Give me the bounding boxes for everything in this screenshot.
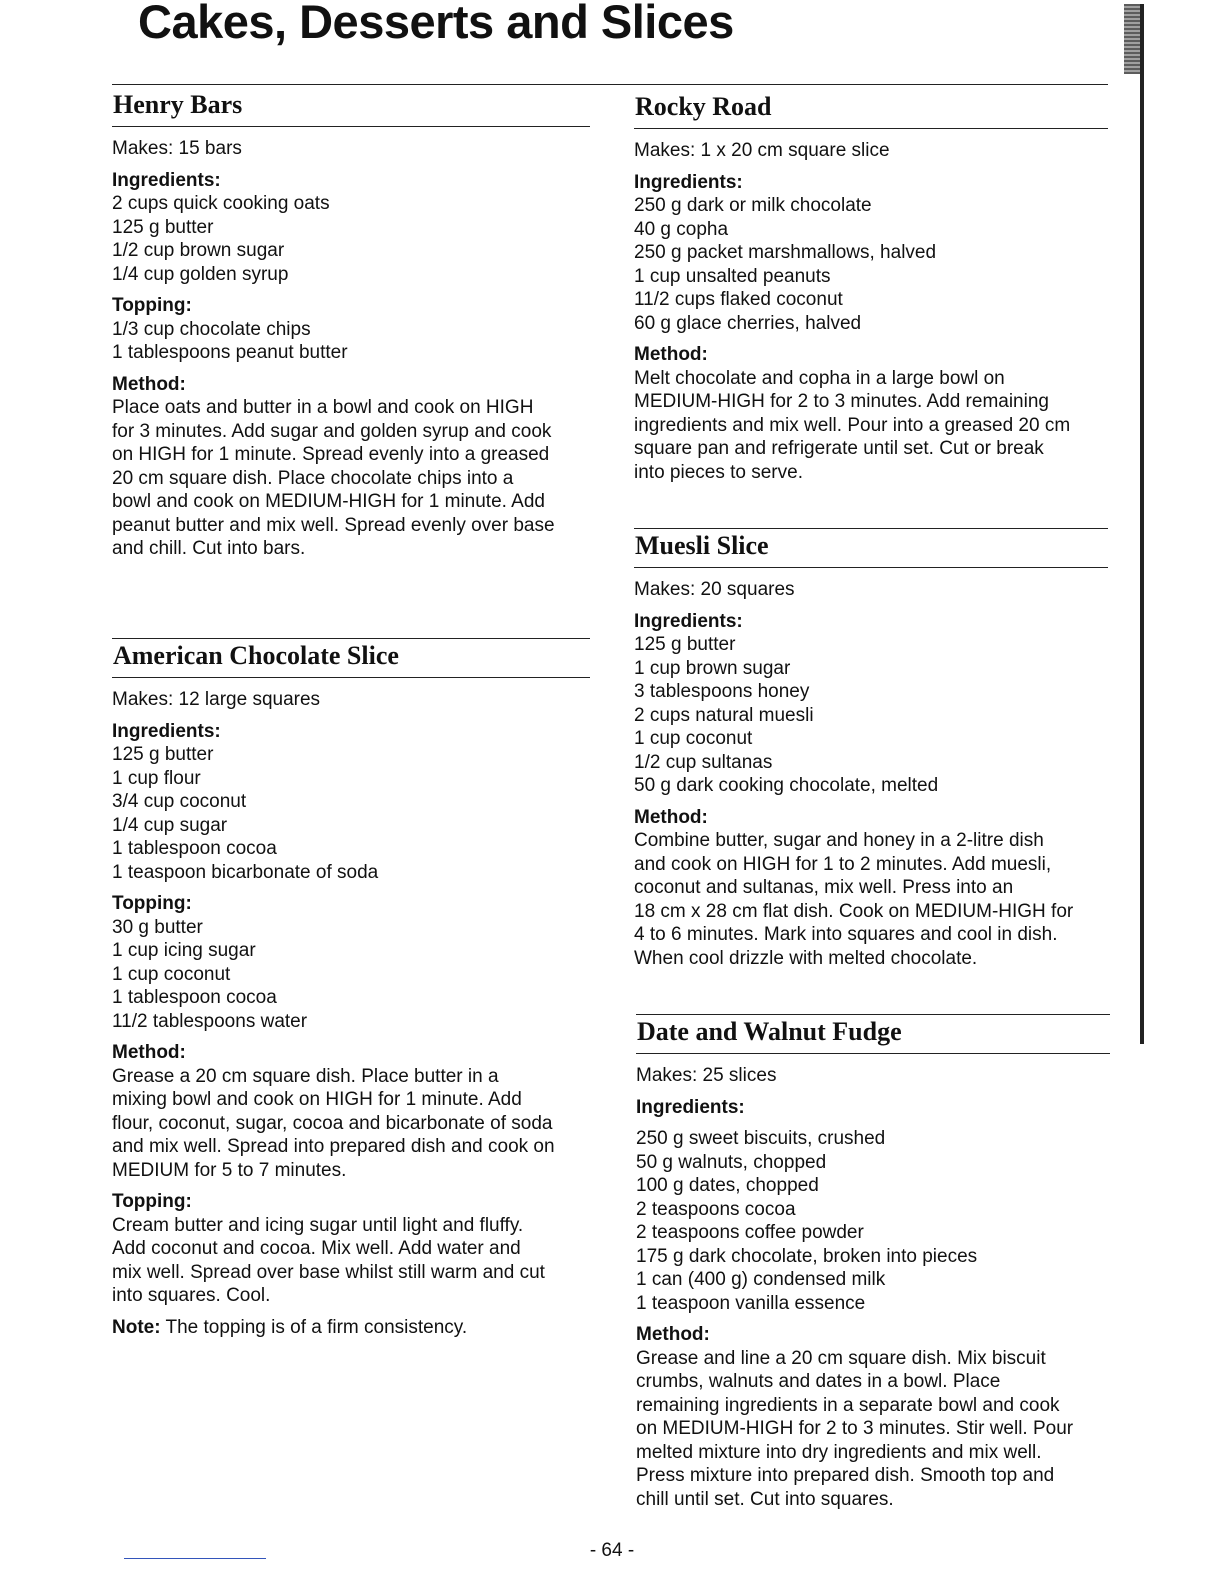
list-item: 1 tablespoon cocoa — [112, 838, 277, 859]
method-line: Grease and line a 20 cm square dish. Mix biscuit — [636, 1347, 1046, 1369]
ingredients-heading: Ingredients: — [636, 1096, 745, 1118]
method-heading: Method: — [634, 806, 708, 828]
recipe-henry-bars — [112, 88, 590, 561]
list-item: 1 teaspoon vanilla essence — [636, 1292, 866, 1314]
method-text — [634, 829, 1108, 970]
method-line: 20 cm square dish. Place chocolate chips into a — [112, 467, 514, 489]
method-heading: Method: — [112, 373, 186, 395]
method-line: Grease a 20 cm square dish. Place butter in a — [112, 1065, 499, 1087]
ingredients-heading: Ingredients: — [112, 720, 221, 742]
recipe-rocky-road — [634, 88, 1108, 484]
list-item: 1/2 cup sultanas — [634, 751, 773, 773]
ingredient-list — [634, 194, 1108, 335]
method-line: melted mixture into dry ingredients and mix well. — [636, 1441, 1042, 1463]
method-text — [634, 367, 1108, 485]
list-item: 1 cup unsalted peanuts — [634, 265, 831, 287]
method-line: chill until set. Cut into squares. — [636, 1488, 894, 1510]
method-line: Melt chocolate and copha in a large bowl on — [634, 367, 1005, 389]
method-line: MEDIUM for 5 to 7 minutes. — [112, 1159, 347, 1181]
list-item: 2 cups natural muesli — [634, 704, 814, 726]
method-line: on MEDIUM-HIGH for 2 to 3 minutes. Stir well. Pour — [636, 1418, 1074, 1439]
recipe-american-chocolate-slice — [112, 638, 590, 1339]
list-item: 1 can (400 g) condensed milk — [636, 1269, 886, 1290]
list-item: 175 g dark chocolate, broken into pieces — [636, 1245, 978, 1267]
list-item: 2 cups quick cooking oats — [112, 193, 330, 214]
topping-method-heading: Topping: — [112, 1191, 192, 1212]
page-title: Cakes, Desserts and Slices — [138, 0, 734, 48]
method-line: into pieces to serve. — [634, 461, 803, 483]
list-item: 1/2 cup brown sugar — [112, 240, 285, 261]
list-item: 125 g butter — [112, 216, 214, 238]
list-item: 50 g walnuts, chopped — [636, 1151, 827, 1173]
scan-edge-bar — [1140, 4, 1144, 1044]
method-heading: Method: — [112, 1042, 186, 1063]
method-text — [112, 1065, 590, 1183]
header-rule — [112, 84, 1108, 85]
recipe-title: American Chocolate Slice — [112, 639, 590, 678]
method-heading: Method: — [636, 1324, 710, 1345]
ingredient-list — [112, 192, 590, 286]
list-item: 11/2 tablespoons water — [112, 1010, 308, 1032]
list-item: 125 g butter — [634, 634, 736, 655]
recipe-title: Rocky Road — [634, 88, 1108, 129]
method-line: and cook on HIGH for 1 to 2 minutes. Add muesli, — [634, 853, 1052, 875]
list-item: 1/4 cup sugar — [112, 814, 228, 836]
method-line: flour, coconut, sugar, cocoa and bicarbonate of soda — [112, 1112, 553, 1134]
method-line: Add coconut and cocoa. Mix well. Add water and — [112, 1238, 521, 1259]
list-item: 50 g dark cooking chocolate, melted — [634, 775, 939, 796]
method-line: and mix well. Spread into prepared dish and cook on — [112, 1136, 555, 1157]
method-line: for 3 minutes. Add sugar and golden syrup and cook — [112, 420, 552, 442]
list-item: 1 tablespoon cocoa — [112, 987, 277, 1008]
method-line: remaining ingredients in a separate bowl and cook — [636, 1394, 1060, 1416]
list-item: 40 g copha — [634, 218, 729, 240]
list-item: 1/4 cup golden syrup — [112, 263, 289, 285]
list-item: 3 tablespoons honey — [634, 681, 810, 702]
topping-heading: Topping: — [112, 893, 192, 914]
topping-method-text — [112, 1214, 590, 1308]
ingredient-list — [112, 743, 590, 884]
method-line: Cream butter and icing sugar until light and fluffy. — [112, 1214, 524, 1236]
recipe-title: Henry Bars — [112, 88, 590, 127]
makes-text: Makes: 1 x 20 cm square slice — [634, 140, 890, 161]
method-line: ingredients and mix well. Pour into a greased 20 cm — [634, 414, 1071, 436]
ingredients-heading: Ingredients: — [112, 169, 221, 191]
list-item: 11/2 cups flaked coconut — [634, 289, 843, 310]
ingredient-list — [634, 633, 1108, 798]
list-item: 1 cup coconut — [112, 963, 231, 985]
method-line: 18 cm x 28 cm flat dish. Cook on MEDIUM-HIGH for — [634, 900, 1074, 922]
list-item: 2 teaspoons coffee powder — [636, 1222, 864, 1243]
ingredient-list — [636, 1127, 1110, 1315]
method-line: Press mixture into prepared dish. Smooth top and — [636, 1465, 1055, 1486]
list-item: 2 teaspoons cocoa — [636, 1198, 796, 1220]
method-line: When cool drizzle with melted chocolate. — [634, 947, 978, 969]
list-item: 1 cup icing sugar — [112, 940, 256, 961]
list-item: 1 cup coconut — [634, 728, 753, 749]
method-line: bowl and cook on MEDIUM-HIGH for 1 minute. Add — [112, 491, 545, 512]
list-item: 1 tablespoons peanut butter — [112, 342, 348, 363]
list-item: 1 teaspoon bicarbonate of soda — [112, 861, 379, 883]
note-label: Note: — [112, 1316, 161, 1338]
page-number: - 64 - — [589, 1540, 635, 1561]
list-item: 100 g dates, chopped — [636, 1175, 819, 1196]
method-line: Place oats and butter in a bowl and cook on HIGH — [112, 397, 534, 418]
list-item: 250 g dark or milk chocolate — [634, 195, 872, 216]
topping-list — [112, 318, 590, 365]
recipe-muesli-slice — [634, 528, 1108, 970]
method-heading: Method: — [634, 344, 708, 365]
method-line: mix well. Spread over base whilst still warm and cut — [112, 1261, 545, 1283]
makes-text: Makes: 12 large squares — [112, 689, 321, 710]
method-line: Combine butter, sugar and honey in a 2-litre dish — [634, 830, 1044, 851]
method-line: and chill. Cut into bars. — [112, 538, 306, 559]
makes-text: Makes: 15 bars — [112, 138, 242, 159]
method-line: square pan and refrigerate until set. Cut or break — [634, 438, 1044, 459]
list-item: 250 g packet marshmallows, halved — [634, 242, 937, 263]
ingredients-heading: Ingredients: — [634, 610, 743, 632]
makes-text: Makes: 25 slices — [636, 1065, 777, 1086]
list-item: 1/3 cup chocolate chips — [112, 318, 311, 340]
note-text: The topping is of a firm consistency. — [160, 1316, 468, 1338]
makes-text: Makes: 20 squares — [634, 579, 795, 600]
method-line: mixing bowl and cook on HIGH for 1 minute. Add — [112, 1089, 522, 1110]
footer-rule — [124, 1558, 266, 1559]
list-item: 3/4 cup coconut — [112, 791, 247, 812]
list-item: 1 cup flour — [112, 767, 201, 789]
method-line: on HIGH for 1 minute. Spread evenly into a greased — [112, 444, 550, 465]
method-line: into squares. Cool. — [112, 1285, 271, 1306]
method-text — [112, 396, 590, 561]
list-item: 250 g sweet biscuits, crushed — [636, 1128, 886, 1149]
topping-list — [112, 916, 590, 1034]
ingredients-heading: Ingredients: — [634, 171, 743, 193]
list-item: 1 cup brown sugar — [634, 657, 791, 679]
recipe-title: Date and Walnut Fudge — [636, 1015, 1110, 1054]
recipe-title: Muesli Slice — [634, 529, 1108, 568]
note — [112, 1316, 590, 1340]
method-line: 4 to 6 minutes. Mark into squares and cool in dish. — [634, 924, 1058, 945]
method-line: peanut butter and mix well. Spread evenly over base — [112, 514, 555, 536]
recipe-date-walnut-fudge — [636, 1014, 1110, 1511]
method-text — [636, 1347, 1110, 1512]
method-line: crumbs, walnuts and dates in a bowl. Place — [636, 1371, 1001, 1392]
method-line: coconut and sultanas, mix well. Press into an — [634, 877, 1014, 898]
topping-heading: Topping: — [112, 295, 192, 316]
method-line: MEDIUM-HIGH for 2 to 3 minutes. Add remaining — [634, 391, 1049, 412]
list-item: 125 g butter — [112, 744, 214, 765]
list-item: 30 g butter — [112, 916, 203, 938]
list-item: 60 g glace cherries, halved — [634, 312, 862, 334]
